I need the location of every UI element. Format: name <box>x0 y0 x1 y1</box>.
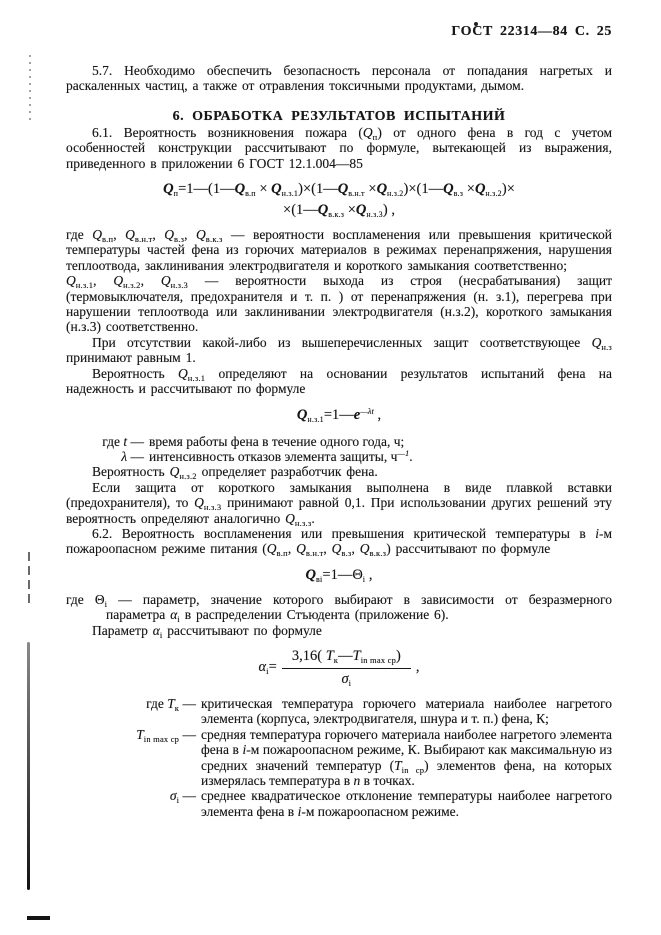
definition-desc-tinmax: средняя температура горючего материала наиболее нагретого элемента фена в i-м пожароопасном режиме, К. Выбирают как максимальную из средних значений температур $(T_{in ср})$ элементов фена, на которых измерялась температура в n в точках. <box>201 726 612 788</box>
paragraph-5-7: 5.7. Необходимо обеспечить безопасность персонала от попадания нагретых и раскаленных частиц, а также от отравления токсичными продуктами, дымом. <box>66 63 612 94</box>
formula-alpha-tail: , <box>415 659 420 676</box>
formula-qnz1: $Q_{н.з.1}=1—e^{—\lambda t}$ , <box>296 405 382 424</box>
definition-desc-sigma: среднее квадратическое отклонение температуры наиболее нагретого элемента фена в i-м пожароопасном режиме. <box>201 788 612 819</box>
definition-row <box>66 788 612 819</box>
definition-desc-tk: критическая температура горючего материала наиболее нагретого элемента (корпуса, электродвигателя, шнура и т. п.) фена, К; <box>201 695 612 727</box>
doc-number-page: ГОСТ 22314—84 С. 25 <box>451 24 612 39</box>
paragraph-probability-nz1: Вероятность $Q_{н.з.1}$ определяют на основании результатов испытаний фена на надежность и рассчитывают по формуле <box>66 365 612 397</box>
formula-line-1: $Q_п=1—(1—Q_{в.п}$ × $Q_{н.з.1})\times(1—Q_{в.н.т}$ $\times Q_{н.з.2})\times(1—Q_{в.з} \times Q_{н.з.2})\times$ <box>163 181 515 199</box>
section-6-heading: 6. ОБРАБОТКА РЕЗУЛЬТАТОВ ИСПЫТАНИЙ <box>172 108 506 124</box>
where-clause-theta: где $\Theta_i$ — параметр, значение которого выбирают в зависимости от безразмерного параметра $\alpha_i$ в распределении Стъюдента (приложение 6). <box>66 591 613 625</box>
scan-artifact-line-long <box>27 642 30 890</box>
definition-term-tk: где $T_к$ — <box>146 695 196 713</box>
paragraph-6-2: 6.2. Вероятность воспламенения или превышения критической температуры в i-м пожароопасном режиме питания ($Q_{в.п}$, $Q_{в.н.т}$, $Q_{в.з}$, $Q_{в.к.з}$) рассчитывают по формуле <box>66 525 612 559</box>
formula-alpha-denominator: $\sigma_i$ <box>341 670 352 688</box>
definition-list-temperatures <box>66 696 612 819</box>
scan-artifact-line-short <box>28 552 30 607</box>
paragraph-fuse: Если защита от короткого замыкания выполнена в виде плавкой вставки (предохранителя), то $Q_{н.з.3}$ принимают равной 0,1. При использовании других решений эту вероятность определяют аналогично $Q_{н.з.з}$. <box>66 479 612 528</box>
definition-desc-lambda: интенсивность отказов элемента защиты, $ч^{—1}$. <box>149 447 413 464</box>
where-clause-protection: $Q_{н.з.1}$, $Q_{н.з.2}$, $Q_{н.з.3}$ — вероятности выхода из строя (несрабатывания) защит (термовыключателя, предохранителя и т. п. ) от перенапряжения (н. з.1), перегрева при нарушении теплоотвода или заклинивании электродвигателя (н.з.2), короткого замыкания (н.з.3) соответственно. <box>66 273 612 335</box>
definition-desc-t: время работы фена в течение одного года, ч; <box>149 433 405 449</box>
definition-list-t-lambda <box>66 434 612 465</box>
paragraph-probability-nz2: Вероятность $Q_{н.з.2}$ определяет разработчик фена. <box>92 464 378 482</box>
formula-line-2: $\times(1—Q_{в.к.з} \times Q_{н.з.3})$ , <box>283 202 395 220</box>
page-header <box>66 24 612 40</box>
definition-row <box>66 696 612 727</box>
definition-term-sigma: $\sigma_i$ — <box>169 788 196 806</box>
paragraph-alpha: Параметр $\alpha_i$ рассчитывают по формуле <box>92 622 322 640</box>
definition-term-t: где t — <box>102 433 144 449</box>
scan-artifact-margin-marks <box>29 55 31 125</box>
definition-row <box>66 449 612 464</box>
formula-alpha-numerator: 3,16( $T_к—T_{in max ср}$) <box>282 648 411 669</box>
definition-row <box>66 727 612 789</box>
definition-term-lambda: λ — <box>121 448 144 464</box>
where-clause-ignition: где $Q_{в.п}$, $Q_{в.н.т}$, $Q_{в.з}$, $Q_{в.к.з}$ — вероятности воспламенения или превышения критической температуры частей фена из горючих материалов в режимах перенапряжения, нарушения теплоотвода, заклинивания электродвигателя и короткого замыкания соответственно; <box>66 227 613 273</box>
formula-qvi: $Q_{вi}=1—\Theta_i$ , <box>305 566 373 584</box>
formula-alpha-fraction <box>282 648 411 688</box>
text-column <box>66 24 612 819</box>
paragraph-6-1: 6.1. Вероятность возникновения пожара $(Q_п)$ от одного фена в год с учетом особенностей конструкции рассчитывают по формуле, вытекающей из выражения, приведенного в приложении 6 ГОСТ 12.1.004—85 <box>66 124 612 171</box>
definition-term-tinmax: $T_{in max ср}$ — <box>136 726 196 744</box>
formula-alpha-lhs: $\alpha_i=$ <box>258 659 277 677</box>
scan-artifact-dash <box>27 916 50 920</box>
formula-alpha <box>66 648 612 688</box>
definition-row <box>66 434 612 449</box>
paragraph-absence: При отсутствии какой-либо из вышеперечисленных защит соответствующее $Q_{н.з}$ принимают равным 1. <box>66 334 612 366</box>
formula-fire-probability <box>66 179 612 221</box>
